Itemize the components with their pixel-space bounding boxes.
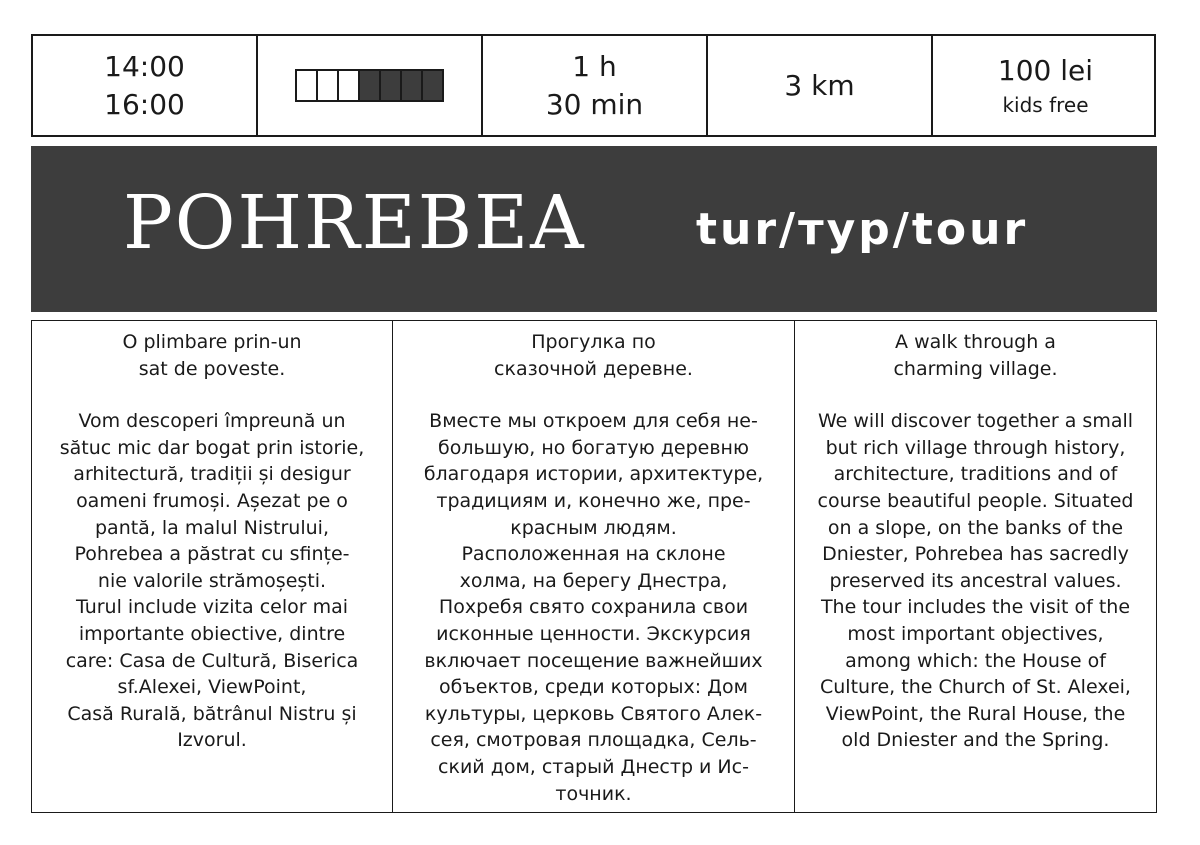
column-heading: Прогулка по сказочной деревне. [494,331,693,380]
duration-minutes: 30 min [545,87,644,121]
start-time: 14:00 [104,49,185,83]
difficulty-segment-empty [337,69,360,102]
end-time: 16:00 [104,87,185,121]
difficulty-segment-filled [421,69,444,102]
page-title: POHREBEA [123,180,586,266]
price-note: kids free [1002,92,1089,117]
column-russian [393,321,795,812]
column-heading: A walk through a charming village. [893,331,1058,380]
duration-cell [483,36,708,135]
duration-hours: 1 h [572,49,617,83]
difficulty-segment-empty [316,69,339,102]
tour-info-bar [31,34,1156,137]
difficulty-meter [295,69,444,102]
difficulty-segment-filled [379,69,402,102]
price-value: 100 lei [997,53,1094,87]
column-heading: O plimbare prin-un sat de poveste. [122,331,302,380]
price-cell [933,36,1158,135]
column-body: Vom descoperi împreună un sătuc mic dar bogat prin istorie, arhitectură, tradiții și desigur oameni frumoși. Așezat pe o pantă, la malul Nistrului, Pohrebea a păstrat cu sfințe- nie valorile strămoșești. Turul include vizita celor mai importante obiective, dintre care: Casa de Cultură, Biserica sf.Alexei, ViewPoint, Casă Rurală, bătrânul Nistru și Izvorul. [59,410,365,752]
schedule-cell [33,36,258,135]
difficulty-segment-empty [295,69,318,102]
column-english [795,321,1156,812]
distance-value: 3 km [784,68,855,102]
description-columns [31,320,1157,813]
difficulty-segment-filled [400,69,423,102]
column-body: We will discover together a small but rich village through history, architecture, traditions and of course beautiful people. Situated on a slope, on the banks of the Dniester, Pohrebea has sacredly preserved its ancestral values. The tour includes the visit of the most important objectives, among which: the House of Culture, the Church of St. Alexei, ViewPoint, the Rural House, the old Dniester and the Spring. [817,410,1134,752]
column-body: Вместе мы откроем для себя не- большую, но богатую деревню благодаря истории, архитектуре, традициям и, конечно же, пре- красным людям. Расположенная на склоне холма, на берегу Днестра, Похребя свято сохранила свои исконные ценности. Экскурсия включает посещение важнейших объектов, среди которых: Дом культуры, церковь Святого Алек- сея, смотровая площадка, Сель- ский дом, старый Днестр и Ис- точник. [423,410,764,805]
column-romanian [32,321,393,812]
difficulty-segment-filled [358,69,381,102]
distance-cell [708,36,933,135]
title-banner [31,146,1157,312]
page-subtitle: tur/тур/tour [696,204,1029,255]
difficulty-cell [258,36,483,135]
